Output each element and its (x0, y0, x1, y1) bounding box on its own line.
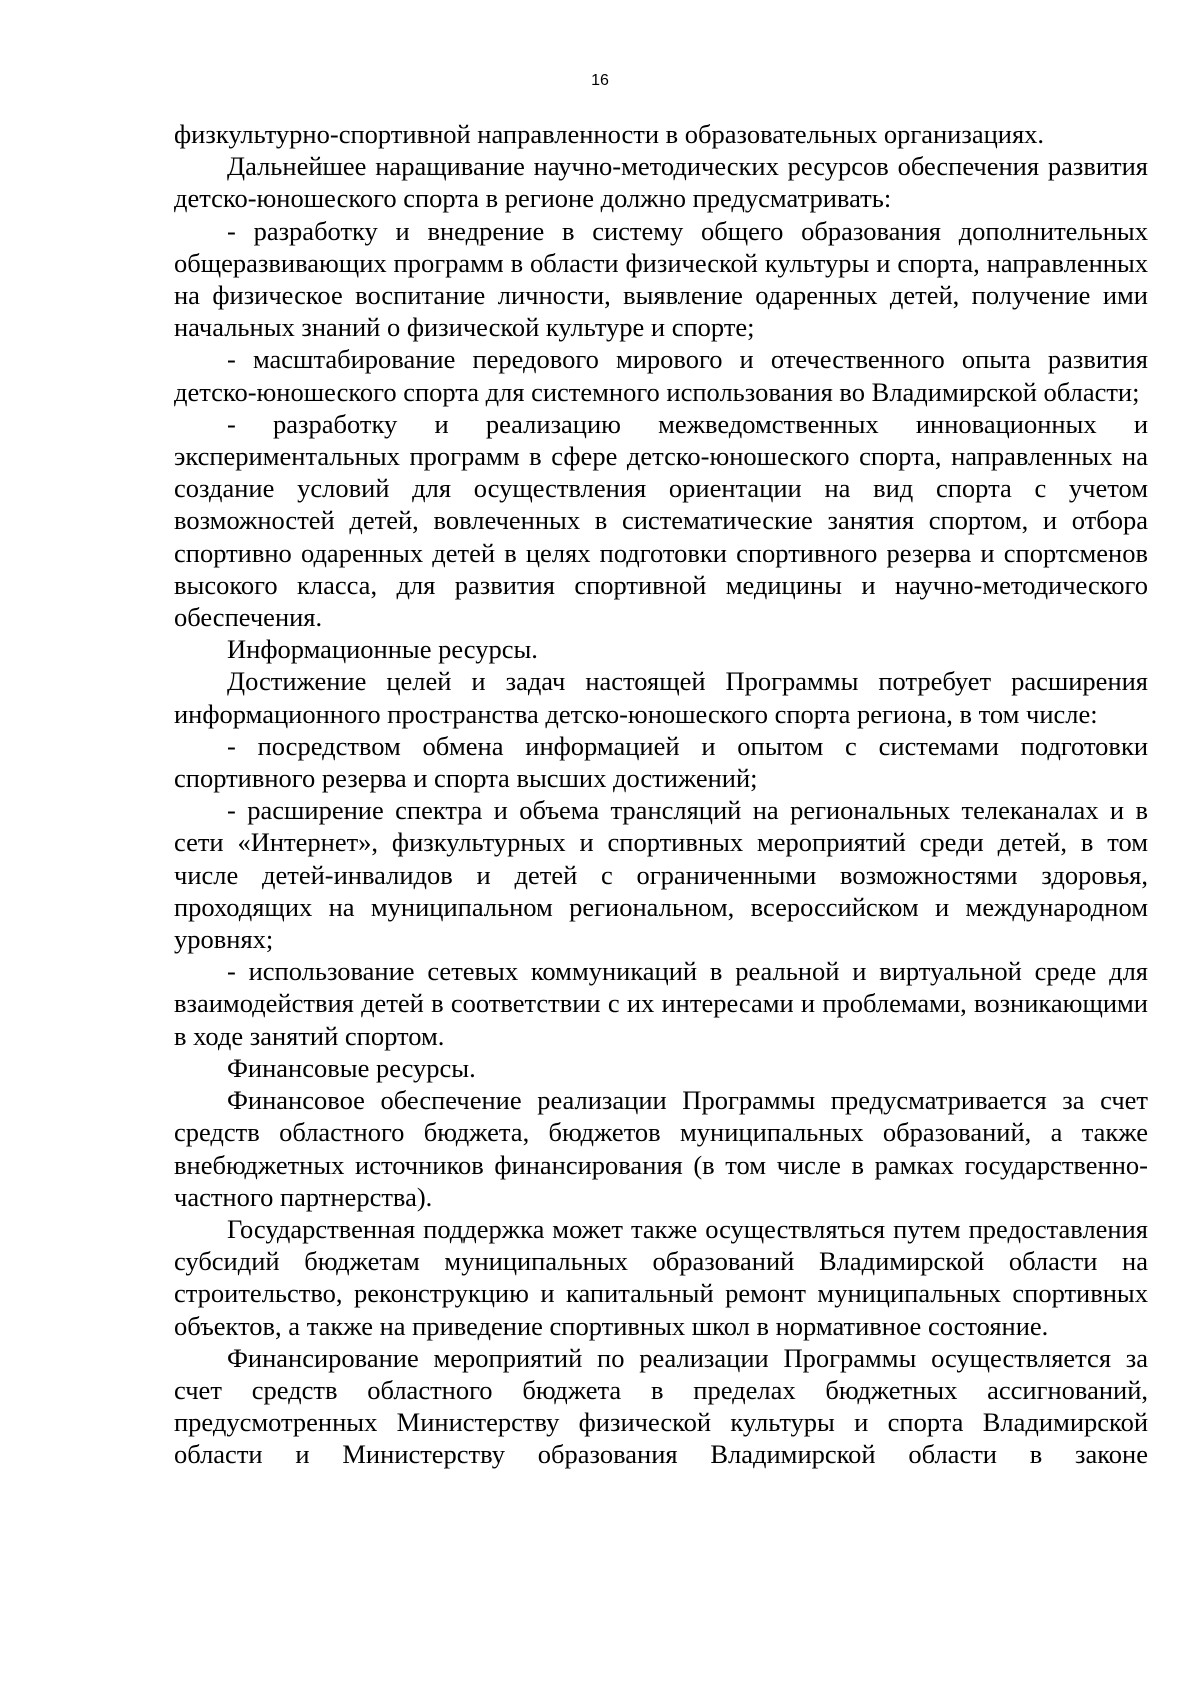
document-body (174, 118, 1148, 1471)
section-heading: Финансовые ресурсы. (227, 1052, 476, 1083)
paragraph: - масштабирование передового мирового и отечественного опыта развития детско-юношеского спорта для системного использования во Владимирской области; (174, 344, 1148, 407)
paragraph: Достижение целей и задач настоящей Программы потребует расширения информационного пространства детско-юношеского спорта региона, в том числе: (174, 666, 1148, 729)
page-number: 16 (591, 72, 609, 89)
paragraph: - расширение спектра и объема трансляций на региональных телеканалах и в сети «Интернет», физкультурных и спортивных мероприятий среди детей, в том числе детей-инвалидов и детей с ограниченными возможностями здоровья, проходящих на муниципальном региональном, всероссийском и международном уровнях; (174, 795, 1148, 955)
paragraph: - разработку и внедрение в систему общего образования дополнительных общеразвивающих программ в области физической культуры и спорта, направленных на физическое воспитание личности, выявление одаренных детей, получение ими начальных знаний о физической культуре и спорте; (174, 215, 1148, 343)
section-heading: Информационные ресурсы. (227, 634, 538, 665)
paragraph: Дальнейшее наращивание научно-методических ресурсов обеспечения развития детско-юношеского спорта в регионе должно предусматривать: (174, 151, 1148, 214)
paragraph: - разработку и реализацию межведомственных инновационных и экспериментальных программ в сфере детско-юношеского спорта, направленных на создание условий для осуществления ориентации на вид спорта с учетом возможностей детей, вовлеченных в систематические занятия спортом, и отбора спортивно одаренных детей в целях подготовки спортивного резерва и спортсменов высокого класса, для развития спортивной медицины и научно-методического обеспечения. (174, 408, 1148, 633)
paragraph: Государственная поддержка может также осуществляться путем предоставления субсидий бюджетам муниципальных образований Владимирской области на строительство, реконструкцию и капитальный ремонт муниципальных спортивных объектов, а также на приведение спортивных школ в нормативное состояние. (174, 1213, 1148, 1341)
paragraph: - использование сетевых коммуникаций в реальной и виртуальной среде для взаимодействия детей в соответствии с их интересами и проблемами, возникающими в ходе занятий спортом. (174, 956, 1148, 1051)
paragraph: Финансовое обеспечение реализации Программы предусматривается за счет средств областного бюджета, бюджетов муниципальных образований, а также внебюджетных источников финансирования (в том числе в рамках государственно-частного партнерства). (174, 1085, 1148, 1212)
paragraph: - посредством обмена информацией и опытом с системами подготовки спортивного резерва и спорта высших достижений; (174, 730, 1148, 794)
paragraph: Финансирование мероприятий по реализации Программы осуществляется за счет средств областного бюджета в пределах бюджетных ассигнований, предусмотренных Министерству физической культуры и спорта Владимирской области и Министерству образования Владимирской области в законе (174, 1342, 1148, 1470)
paragraph: физкультурно-спортивной направленности в образовательных организациях. (174, 119, 1045, 149)
